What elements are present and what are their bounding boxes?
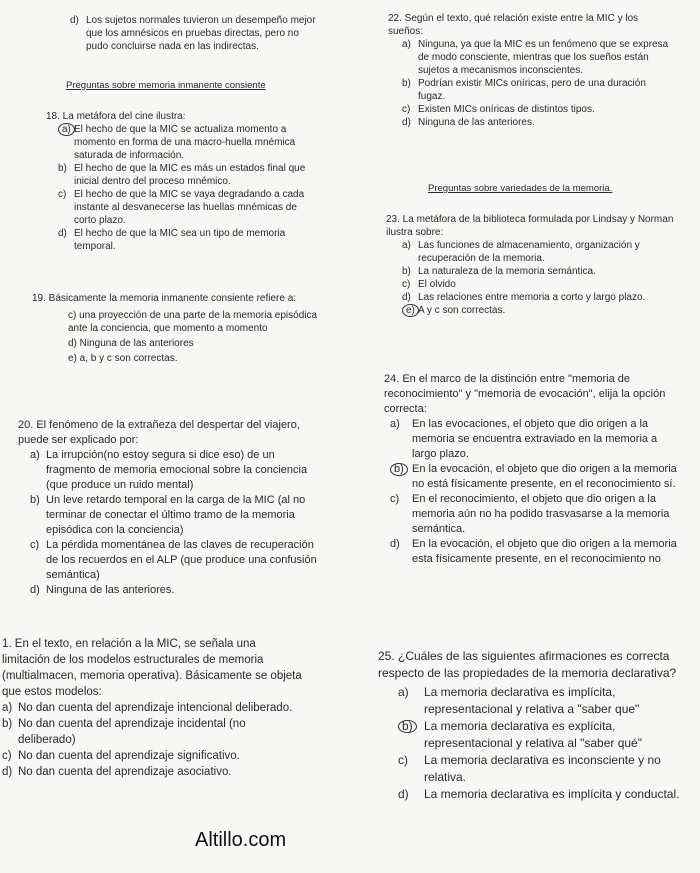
option-d[interactable]: d) Ninguna de las anteriores. (402, 117, 535, 128)
question-23 (386, 213, 676, 317)
question-text: 23. La metáfora de la biblioteca formulada por Lindsay y Norman ilustra sobre: (386, 214, 674, 238)
option-d[interactable]: d) Ninguna de las anteriores (68, 338, 194, 349)
option-b[interactable]: b) Podrían existir MICs oníricas, pero de una duración fugaz. (402, 78, 646, 102)
option-c[interactable]: c) No dan cuenta del aprendizaje significativo. (2, 750, 240, 762)
option-d[interactable]: d) No dan cuenta del aprendizaje asociativo. (2, 766, 232, 778)
option-b[interactable]: b) No dan cuenta del aprendizaje incidental (no deliberado) (2, 718, 246, 746)
option-b[interactable]: b) El hecho de que la MIC es más un estados final que inicial dentro del proceso mnémico. (58, 163, 306, 187)
question-text: 20. El fenómeno de la extrañeza del despertar del viajero, puede ser explicado por: (18, 419, 300, 446)
section-heading-memoria-inmanente: Preguntas sobre memoria inmanente consiente (66, 80, 266, 91)
option-a[interactable]: a) Ninguna, ya que la MIC es un fenómeno que se expresa de modo consciente, mientras que los sueños están sujetos a mecanismos inconscientes. (402, 39, 669, 76)
question-text: 22. Según el texto, qué relación existe entre la MIC y los sueños: (388, 13, 639, 37)
option-c[interactable]: c) Existen MICs oníricas de distintos tipos. (402, 104, 595, 115)
option-d[interactable]: d) Las relaciones entre memoria a corto y largo plazo. (402, 292, 646, 303)
option-d[interactable]: d) El hecho de que la MIC sea un tipo de memoria temporal. (58, 228, 286, 252)
option-c[interactable]: c) En el reconocimiento, el objeto que dio origen a la memoria aún no ha podido trasvasarse a la memoria semántica. (390, 493, 670, 535)
question-19 (32, 292, 322, 365)
option-c[interactable]: c) una proyección de una parte de la memoria episódica ante la conciencia, que momento a momento (68, 310, 318, 334)
section-heading-variedades: Preguntas sobre variedades de la memoria. (428, 183, 613, 194)
option-a[interactable]: a) El hecho de que la MIC se actualiza momento a momento en forma de una macro-huella mnémica saturada de información. (58, 123, 321, 162)
option-d[interactable]: d) En la evocación, el objeto que dio origen a la memoria esta físicamente presente, en el reconocimiento no (390, 538, 677, 565)
option-c[interactable]: c) El olvido (402, 279, 456, 290)
option-a[interactable]: a) La memoria declarativa es implícita, representacional y relativa a "saber que" (398, 685, 640, 716)
question-fragment-d (70, 14, 320, 53)
question-20 (18, 418, 318, 598)
option-a[interactable]: a) En las evocaciones, el objeto que dio origen a la memoria se encuentra extraviado en la memoria a largo plazo. (390, 418, 658, 460)
option-letter: d) (70, 15, 79, 26)
option-c[interactable]: c) El hecho de que la MIC se vaya degradando a cada instante al desvanecerse las huellas mnémicas de corto plazo. (58, 189, 305, 226)
option-c[interactable]: c) La memoria declarativa es inconsciente y no relativa. (398, 753, 661, 784)
option-a[interactable]: a) La irrupción(no estoy segura si dice eso) de un fragmento de memoria emocional sobre la conciencia (que produce un ruido mental) (30, 449, 308, 491)
option-b[interactable]: b) La naturaleza de la memoria semántica. (402, 266, 596, 277)
watermark: Altillo.com (195, 829, 287, 851)
question-text: 19. Básicamente la memoria inmanente consiente refiere a: (32, 293, 297, 304)
question-25 (378, 648, 690, 803)
question-text: 24. En el marco de la distinción entre "memoria de reconocimiento" y "memoria de evocación", elija la opción correcta: (384, 373, 666, 415)
question-24 (384, 372, 684, 567)
question-18 (46, 110, 321, 253)
question-text: 25. ¿Cuáles de las siguientes afirmaciones es correcta respecto de las propiedades de la memoria declarativa? (378, 649, 677, 680)
option-b[interactable]: b) En la evocación, el objeto que dio origen a la memoria no está físicamente presente, en el reconocimiento sí. (390, 462, 684, 492)
question-22 (388, 12, 673, 129)
option-e[interactable]: e) A y c son correctas. (402, 304, 676, 317)
question-text: 18. La metáfora del cine ilustra: (46, 111, 186, 122)
option-a[interactable]: a) Las funciones de almacenamiento, organización y recuperación de la memoria. (402, 240, 640, 264)
option-b[interactable]: b) La memoria declarativa es explícita, representacional y relativa al "saber qué" (398, 718, 690, 752)
option-text: Los sujetos normales tuvieron un desempeño mejor que los amnésicos en pruebas directas, pero no pudo concluirse nada en las indirectas. (86, 15, 316, 52)
option-a[interactable]: a) No dan cuenta del aprendizaje intencional deliberado. (2, 702, 293, 714)
option-d[interactable]: d) La memoria declarativa es implícita y conductal. (398, 787, 680, 801)
question-text: 1. En el texto, en relación a la MIC, se señala una limitación de los modelos estructurales de memoria (multialmacen, memoria operativa). Básicamente se objeta que estos modelos: (2, 638, 302, 698)
option-c[interactable]: c) La pérdida momentánea de las claves de recuperación de los recuerdos en el ALP (que produce una confusión semántica) (30, 539, 317, 581)
option-d[interactable]: d) Ninguna de las anteriores. (30, 584, 175, 596)
option-e[interactable]: e) a, b y c son correctas. (68, 353, 178, 364)
question-21 (2, 636, 302, 780)
option-b[interactable]: b) Un leve retardo temporal en la carga de la MIC (al no terminar de conectar el último tramo de la memoria episódica con la conciencia) (30, 494, 306, 536)
